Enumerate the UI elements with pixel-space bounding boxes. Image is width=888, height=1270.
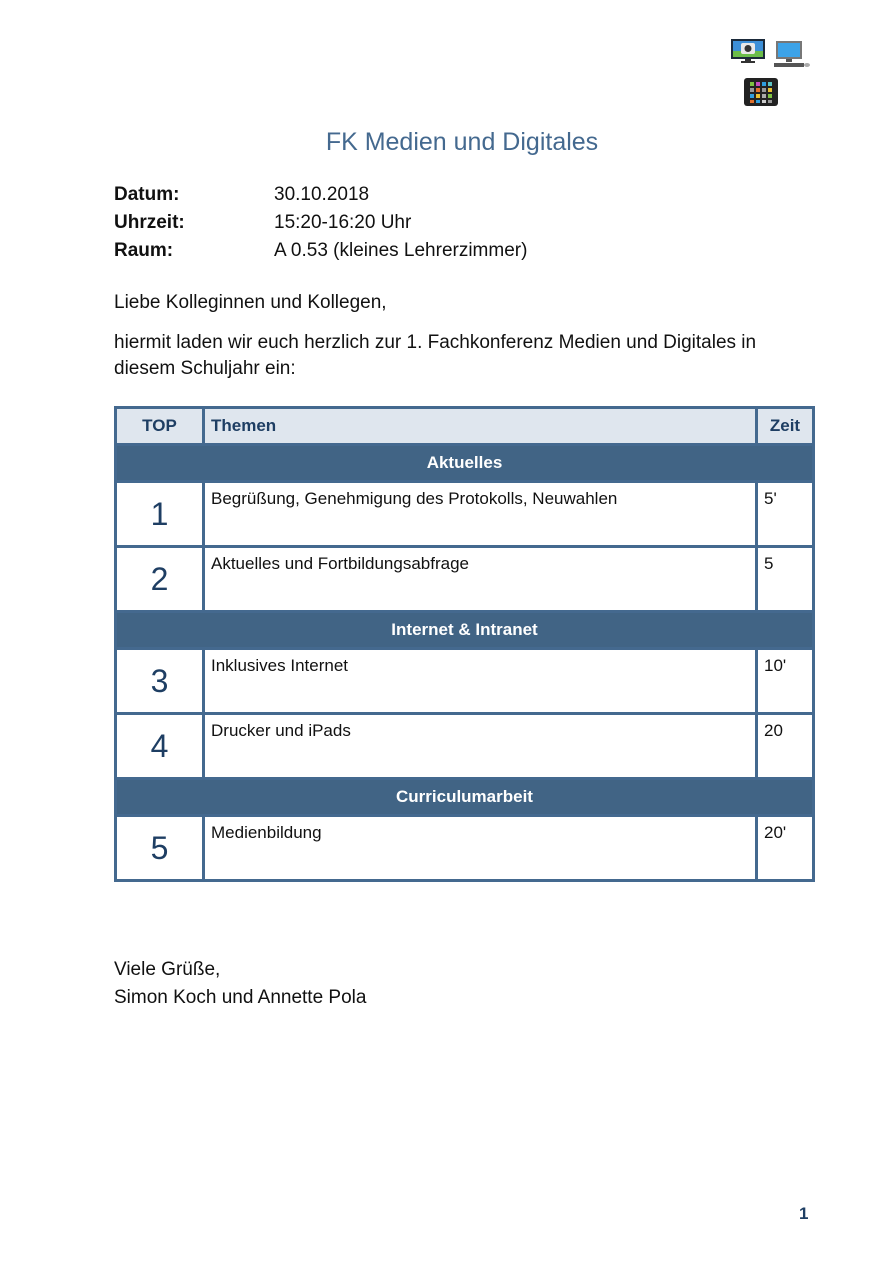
agenda-time: 5' [757,482,814,547]
header-icons [730,38,812,108]
meta-value: A 0.53 (kleines Lehrerzimmer) [274,240,528,261]
agenda-topic: Medienbildung [204,816,757,881]
agenda-number: 1 [116,482,204,547]
agenda-table [114,406,815,882]
header-themen: Themen [204,408,757,445]
meta-label: Datum: [114,184,180,205]
agenda-row [116,816,814,881]
agenda-number: 2 [116,547,204,612]
agenda-time: 5 [757,547,814,612]
meta-value: 15:20-16:20 Uhr [274,212,412,233]
agenda-topic: Drucker und iPads [204,714,757,779]
section-title: Aktuelles [116,445,814,482]
agenda-row [116,714,814,779]
desktop-computer-icon [772,40,812,70]
meta-row-time [114,209,527,237]
agenda-topic: Begrüßung, Genehmigung des Protokolls, Neuwahlen [204,482,757,547]
page-title: FK Medien und Digitales [325,128,599,156]
closing [114,956,366,1012]
meta-row-room [114,237,527,265]
agenda-number: 4 [116,714,204,779]
closing-greeting: Viele Grüße, [114,959,221,980]
closing-signature: Simon Koch und Annette Pola [114,987,367,1008]
agenda-row [116,547,814,612]
tablet-apps-icon [744,78,778,106]
monitor-photo-icon [730,38,768,64]
agenda-row [116,482,814,547]
agenda-topic: Aktuelles und Fortbildungsabfrage [204,547,757,612]
greeting: Liebe Kolleginnen und Kollegen, [114,292,387,313]
header-zeit: Zeit [757,408,814,445]
section-row [116,445,814,482]
page-number: 1 [799,1204,809,1223]
meeting-details [114,181,527,265]
section-title: Internet & Intranet [116,612,814,649]
meta-value: 30.10.2018 [274,184,370,205]
agenda-topic: Inklusives Internet [204,649,757,714]
meta-label: Uhrzeit: [114,212,185,233]
agenda-number: 3 [116,649,204,714]
agenda-time: 10' [757,649,814,714]
intro-text: hiermit laden wir euch herzlich zur 1. Fachkonferenz Medien und Digitales in diesem Schuljahr ein: [114,332,757,379]
section-title: Curriculumarbeit [116,779,814,816]
agenda-row [116,649,814,714]
meta-row-date [114,181,527,209]
section-row [116,779,814,816]
header-top: TOP [116,408,204,445]
agenda-number: 5 [116,816,204,881]
section-row [116,612,814,649]
meta-label: Raum: [114,240,174,261]
agenda-time: 20 [757,714,814,779]
agenda-time: 20' [757,816,814,881]
agenda-header-row [116,408,814,445]
